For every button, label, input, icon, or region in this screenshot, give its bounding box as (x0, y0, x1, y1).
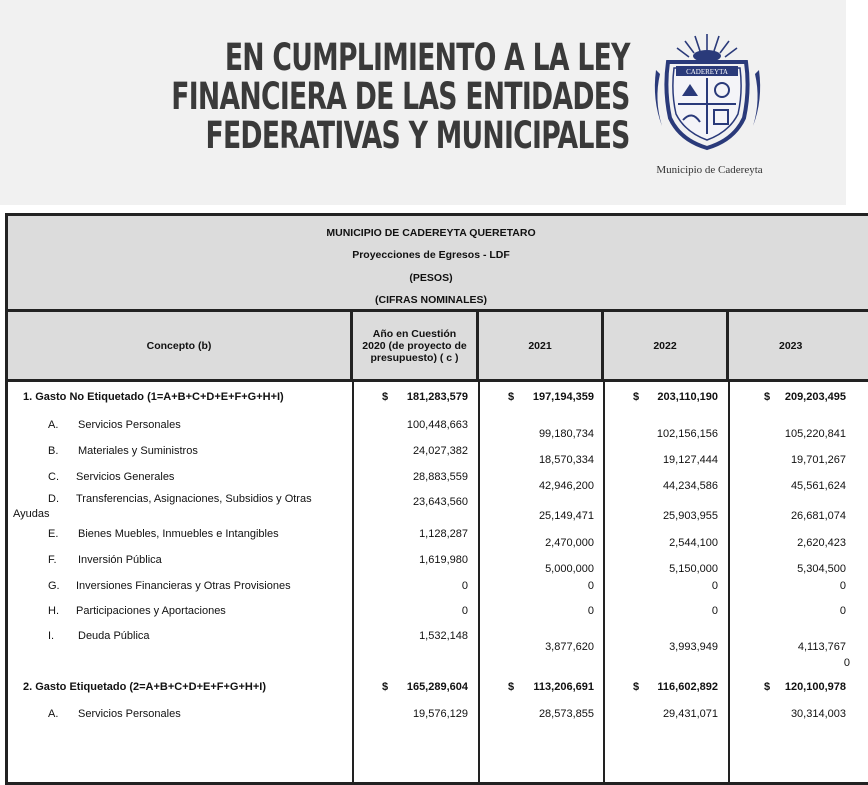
value-2020: 1,619,980 (419, 554, 468, 566)
value-2022: 5,150,000 (669, 563, 718, 575)
currency-symbol: $ (382, 391, 389, 403)
column-divider (478, 382, 480, 782)
column-divider (603, 382, 605, 782)
value-2021: 42,946,200 (538, 480, 594, 492)
value-2021: 3,877,620 (545, 641, 594, 653)
value-2020: 1,128,287 (419, 528, 468, 540)
value-2023: 19,701,267 (790, 454, 846, 466)
value-2023: 30,314,003 (790, 708, 846, 720)
row-letter: A. (48, 708, 59, 720)
value-2023: 105,220,841 (784, 428, 846, 440)
table-title-nominal: (CIFRAS NOMINALES) (375, 294, 487, 306)
value-2023: 0 (839, 580, 846, 592)
row-letter: H. (48, 605, 59, 617)
value-2022: 19,127,444 (662, 454, 718, 466)
value-2020: 0 (461, 605, 468, 617)
value-2021: 2,470,000 (545, 537, 594, 549)
headline-line-3: FEDERATIVAS Y MUNICIPALES (205, 114, 630, 157)
value-2023: 5,304,500 (797, 563, 846, 575)
row-label: Materiales y Suministros (78, 445, 198, 457)
column-header-2023: 2023 (779, 339, 803, 352)
currency-symbol: $ (508, 681, 515, 693)
table-body (8, 382, 868, 782)
value-2022: 102,156,156 (656, 428, 718, 440)
value-2022: 2,544,100 (669, 537, 718, 549)
headline-line-2: FINANCIERA DE LAS ENTIDADES (171, 75, 630, 118)
value-2020: 165,289,604 (406, 681, 468, 693)
row-letter: G. (48, 580, 60, 592)
row-label: Servicios Generales (76, 471, 175, 483)
value-2022: 0 (711, 580, 718, 592)
value-2022: 0 (711, 605, 718, 617)
value-2022: 44,234,586 (662, 480, 718, 492)
value-2023-extra: 0 (843, 657, 850, 669)
banner-headline (172, 38, 630, 155)
value-2022: 3,993,949 (669, 641, 718, 653)
row-label: Deuda Pública (78, 630, 150, 642)
value-2023: 26,681,074 (790, 510, 846, 522)
section-label: 2. Gasto Etiquetado (2=A+B+C+D+E+F+G+H+I) (23, 681, 266, 693)
row-letter: D. (48, 493, 59, 505)
column-header-2021: 2021 (479, 312, 604, 379)
value-2023: 4,113,767 (797, 641, 846, 653)
value-2020: 19,576,129 (412, 708, 468, 720)
row-label: Inversión Pública (78, 554, 162, 566)
headline-line-1: EN CUMPLIMIENTO A LA LEY (225, 36, 630, 79)
value-2022: 203,110,190 (657, 391, 718, 403)
value-2021: 99,180,734 (538, 428, 594, 440)
column-divider (728, 382, 730, 782)
value-2020: 100,448,663 (406, 419, 468, 431)
currency-symbol: $ (764, 391, 771, 403)
row-letter: I. (48, 630, 55, 642)
value-2020: 28,883,559 (412, 471, 468, 483)
column-header-2022: 2022 (604, 312, 729, 379)
table-title-report: Proyecciones de Egresos - LDF (352, 249, 510, 261)
value-2023: 0 (839, 605, 846, 617)
value-2022: 116,602,892 (657, 681, 718, 693)
value-2023: 120,100,978 (784, 681, 846, 693)
value-2021: 5,000,000 (545, 563, 594, 575)
section-label: 1. Gasto No Etiquetado (1=A+B+C+D+E+F+G+H+I) (23, 391, 284, 403)
value-2021: 0 (587, 580, 594, 592)
header-banner (0, 0, 846, 205)
value-2021: 197,194,359 (532, 391, 594, 403)
value-2022: 25,903,955 (662, 510, 718, 522)
row-label: Bienes Muebles, Inmuebles e Intangibles (78, 528, 279, 540)
value-2021: 113,206,691 (533, 681, 594, 693)
logo-banner-text: CADEREYTA (686, 68, 728, 76)
municipal-coat-of-arms-logo (650, 30, 765, 155)
table-title-block (8, 216, 868, 312)
currency-symbol: $ (633, 391, 640, 403)
table-header-row (8, 312, 868, 382)
row-label: Servicios Personales (78, 708, 181, 720)
currency-symbol: $ (382, 681, 389, 693)
row-letter: E. (48, 528, 59, 540)
value-2023: 45,561,624 (790, 480, 846, 492)
value-2021: 25,149,471 (538, 510, 594, 522)
currency-symbol: $ (764, 681, 771, 693)
value-2020: 24,027,382 (412, 445, 468, 457)
column-divider (352, 382, 354, 782)
row-letter: B. (48, 445, 59, 457)
logo-caption: Municipio de Cadereyta (656, 164, 763, 176)
column-header-concepto: Concepto (b) (8, 312, 353, 379)
budget-projection-table (5, 213, 868, 785)
row-letter: F. (48, 554, 57, 566)
value-2021: 28,573,855 (538, 708, 594, 720)
value-2020: 181,283,579 (406, 391, 468, 403)
row-label: Servicios Personales (78, 419, 181, 431)
currency-symbol: $ (633, 681, 640, 693)
value-2021: 18,570,334 (538, 454, 594, 466)
row-letter: A. (48, 419, 59, 431)
value-2020: 23,643,560 (412, 496, 468, 508)
row-label-continued: Ayudas (13, 508, 50, 520)
row-label: Participaciones y Aportaciones (76, 605, 226, 617)
currency-symbol: $ (508, 391, 515, 403)
value-2023: 209,203,495 (784, 391, 846, 403)
column-header-2020: Año en Cuestión 2020 (de proyecto de presupuesto) ( c ) (353, 312, 479, 379)
value-2022: 29,431,071 (662, 708, 718, 720)
row-letter: C. (48, 471, 59, 483)
table-title-municipality: MUNICIPIO DE CADEREYTA QUERETARO (326, 227, 536, 239)
value-2020: 0 (461, 580, 468, 592)
value-2020: 1,532,148 (419, 630, 468, 642)
row-label: Transferencias, Asignaciones, Subsidios y Otras (76, 493, 312, 505)
value-2021: 0 (587, 605, 594, 617)
value-2023: 2,620,423 (797, 537, 846, 549)
table-title-units: (PESOS) (409, 272, 453, 284)
row-label: Inversiones Financieras y Otras Provisiones (76, 580, 291, 592)
